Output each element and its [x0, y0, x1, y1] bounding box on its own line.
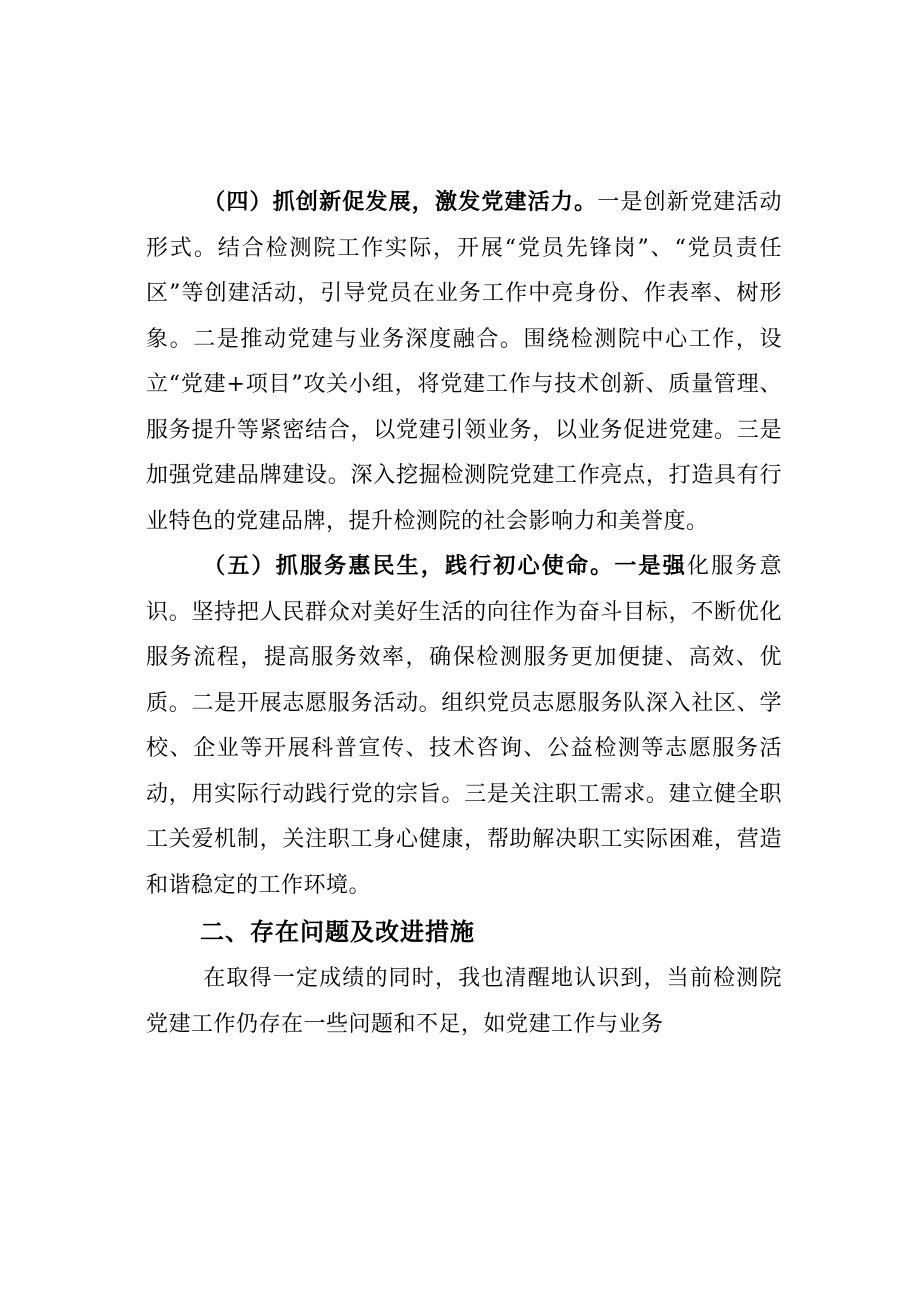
section-5-bold-lead: 一是强	[614, 553, 687, 579]
section-4-body: 一是创新党建活动形式。结合检测院工作实际，开展“党员先锋岗”、“党员责任区”等创建活动，引导党员在业务工作中亮身份、作表率、树形象。二是推动党建与业务深度融合。围绕检测院中心工作，设立“党建+项目”攻关小组，将党建工作与技术创新、质量管理、服务提升等紧密结合，以党建引领业务，以业务促进党建。三是加强党建品牌建设。深入挖掘检测院党建工作亮点，打造具有行业特色的党建品牌，提升检测院的社会影响力和美誉度。	[146, 190, 782, 534]
chapter-2-title: 二、存在问题及改进措施	[200, 918, 475, 946]
section-4-heading: （四）抓创新促发展，激发党建活力。	[203, 189, 598, 215]
paragraph-chapter-2-intro: 在取得一定成绩的同时，我也清醒地认识到，当前检测院党建工作仍存在一些问题和不足，如党建工作与业务	[146, 966, 782, 1037]
paragraph-section-4	[146, 180, 782, 544]
paragraph-section-5	[146, 544, 782, 908]
section-5-heading: （五）抓服务惠民生，践行初心使命。	[203, 553, 615, 579]
section-5-body: 化服务意识。坚持把人民群众对美好生活的向往作为奋斗目标，不断优化服务流程，提高服务效率，确保检测服务更加便捷、高效、优质。二是开展志愿服务活动。组织党员志愿服务队深入社区、学校、企业等开展科普宣传、技术咨询、公益检测等志愿服务活动，用实际行动践行党的宗旨。三是关注职工需求。建立健全职工关爱机制，关注职工身心健康，帮助解决职工实际困难，营造和谐稳定的工作环境。	[146, 554, 782, 898]
document-body	[146, 180, 782, 1047]
